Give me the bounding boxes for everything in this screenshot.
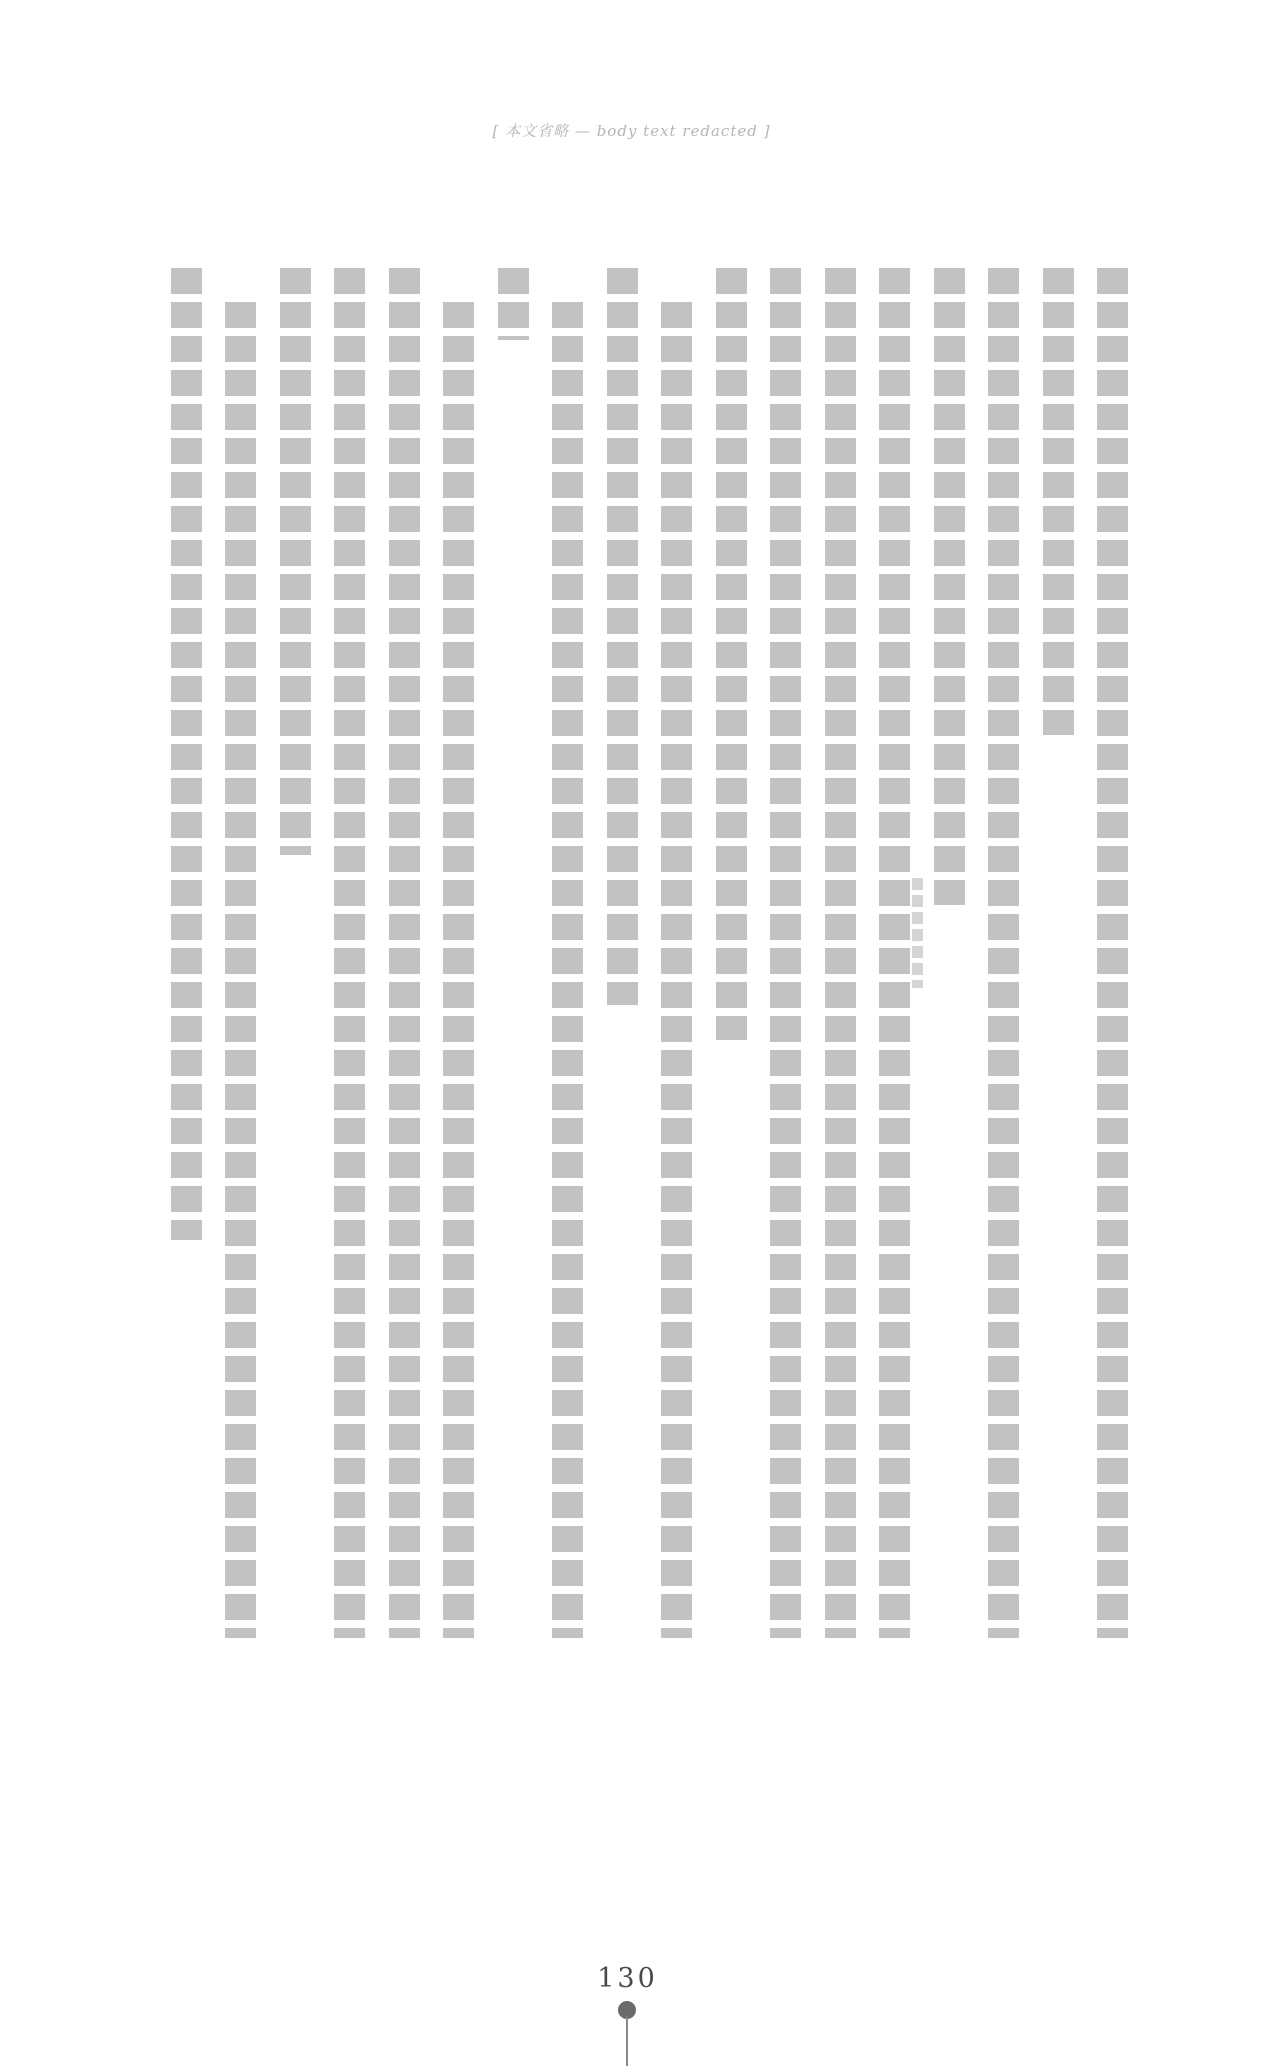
text-line-10-redacted [607,268,638,1005]
text-line-3-redacted [988,268,1019,1638]
text-line-17-redacted [225,302,256,1638]
text-line-6-redacted [825,268,856,1638]
text-line-4-redacted [934,268,965,905]
redaction-notice: [ 本文省略 — body text redacted ] [492,122,771,140]
footer-rule-ornament [626,2017,628,2066]
text-line-1-redacted [1097,268,1128,1638]
text-line-13-redacted [443,302,474,1638]
text-line-9-redacted [661,302,692,1638]
text-line-18-redacted [171,268,202,1240]
text-line-16-redacted [280,268,311,855]
text-line-7-redacted [770,268,801,1638]
text-line-11-redacted [552,302,583,1638]
text-line-8-redacted [716,268,747,1040]
furigana-1-redacted [912,878,923,988]
text-line-5-redacted [879,268,910,1638]
page-number: 130 [597,1963,658,1994]
text-line-2-redacted [1043,268,1074,735]
text-line-12-redacted [498,268,529,340]
text-line-15-redacted [334,268,365,1638]
text-line-14-redacted [389,268,420,1638]
